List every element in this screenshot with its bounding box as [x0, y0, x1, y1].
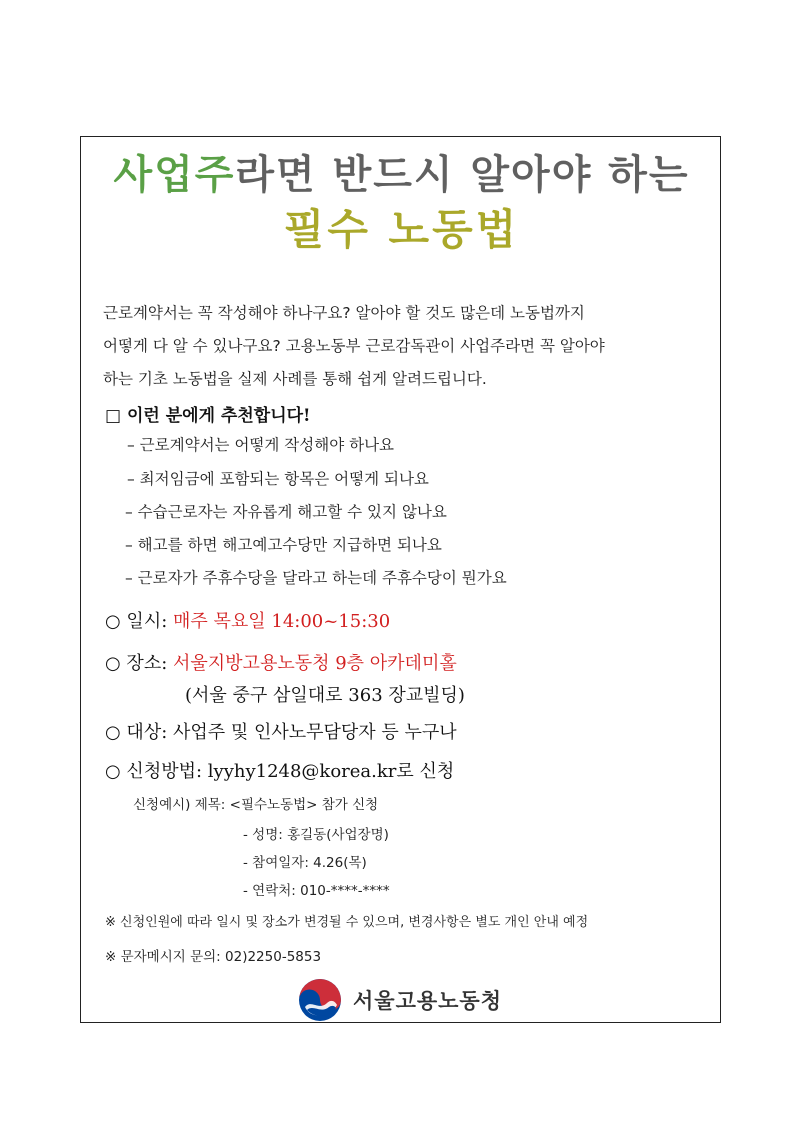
agency-logo	[297, 977, 502, 1023]
page-title-line1	[81, 143, 722, 200]
intro-paragraph	[103, 297, 605, 396]
place-value: 서울지방고용노동청 9층 아카데미홀	[173, 653, 457, 674]
place-label: ○ 장소:	[105, 653, 173, 674]
recommend-item: – 최저임금에 포함되는 항목은 어떻게 되나요	[127, 470, 429, 488]
intro-line: 하는 기초 노동법을 실제 사례를 통해 쉽게 알려드립니다.	[103, 370, 487, 388]
date-value: 매주 목요일 14:00~15:30	[173, 611, 391, 632]
example-subject: 신청예시) 제목: <필수노동법> 참가 신청	[133, 797, 379, 813]
recommend-item: – 해고를 하면 해고예고수당만 지급하면 되나요	[125, 536, 442, 554]
note: ※ 신청인원에 따라 일시 및 장소가 변경될 수 있으며, 변경사항은 별도 개인 안내 예정	[105, 915, 589, 930]
recommend-item: – 근로자가 주휴수당을 달라고 하는데 주휴수당이 뭔가요	[125, 569, 507, 587]
example-line: - 성명: 홍길동(사업장명)	[243, 827, 389, 843]
intro-line: 어떻게 다 알 수 있나구요? 고용노동부 근로감독관이 사업주라면 꼭 알아야	[103, 337, 605, 355]
info-target: ○ 대상: 사업주 및 인사노무담당자 등 누구나	[105, 722, 457, 743]
recommend-heading: □ 이런 분에게 추천합니다!	[105, 406, 311, 426]
info-date	[105, 607, 390, 633]
recommend-item: – 수습근로자는 자유롭게 해고할 수 있지 않나요	[125, 503, 447, 521]
place-address: (서울 중구 삼일대로 363 장교빌딩)	[185, 685, 465, 706]
intro-line: 근로계약서는 꼭 작성해야 하나구요? 알아야 할 것도 많은데 노동법까지	[103, 304, 585, 322]
page-title-line2: 필수 노동법	[283, 205, 520, 254]
info-apply: ○ 신청방법: lyyhy1248@korea.kr로 신청	[105, 761, 455, 782]
poster-frame	[80, 136, 721, 1023]
taegeuk-icon	[297, 977, 343, 1023]
note: ※ 문자메시지 문의: 02)2250-5853	[105, 949, 322, 965]
recommend-item: – 근로계약서는 어떻게 작성해야 하나요	[127, 436, 395, 454]
info-place	[105, 649, 457, 675]
title-highlight: 사업주	[113, 152, 236, 198]
agency-name: 서울고용노동청	[353, 989, 503, 1013]
date-label: ○ 일시:	[105, 611, 173, 632]
title-rest: 라면 반드시 알아야 하는	[235, 152, 690, 198]
example-line: - 참여일자: 4.26(목)	[243, 855, 367, 871]
example-line: - 연락처: 010-****-****	[243, 883, 390, 899]
